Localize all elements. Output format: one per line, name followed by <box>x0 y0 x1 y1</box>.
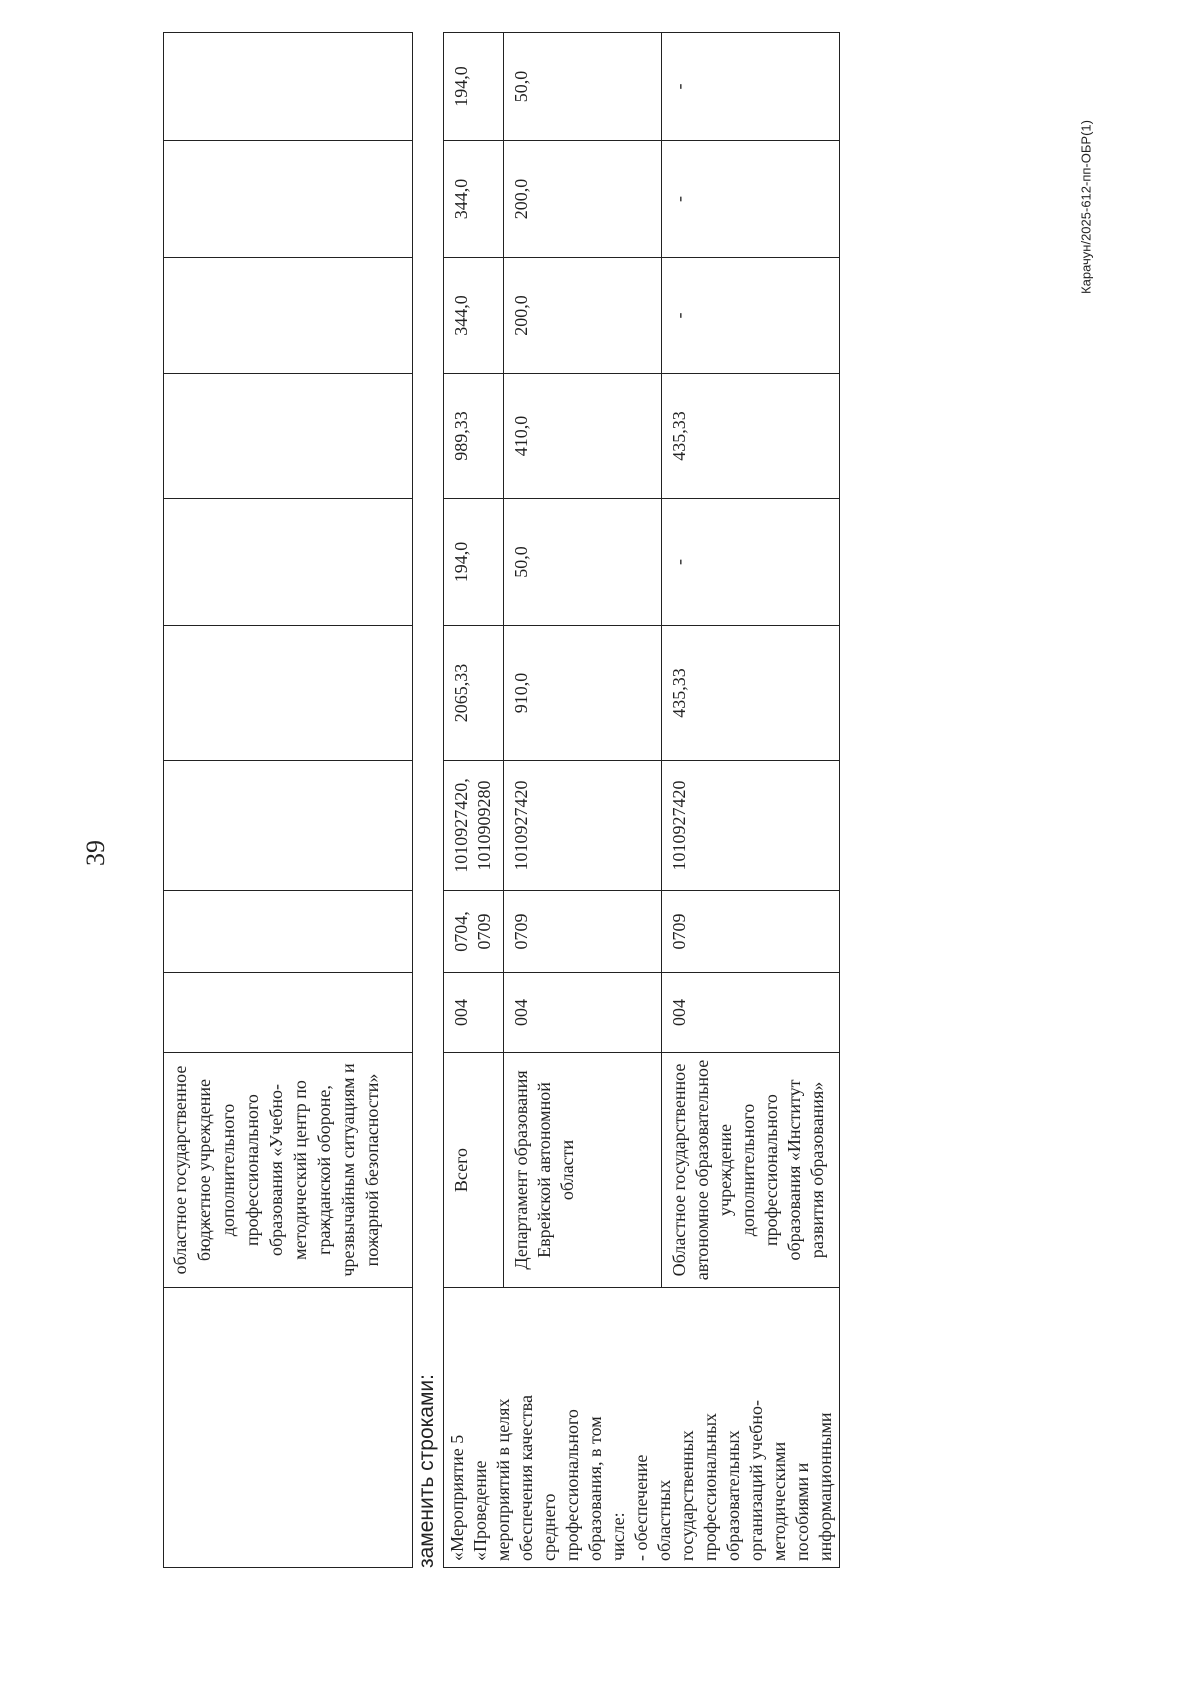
csr-cell: 1010927420 <box>504 761 662 891</box>
event-line: информационными <box>815 1412 835 1561</box>
document-code: Карачун/2025-612-пп-ОБР(1) <box>1078 120 1094 294</box>
year5-cell: - <box>662 33 840 141</box>
prev-event-cell <box>164 1288 413 1568</box>
page-number: 39 <box>81 840 110 866</box>
year1-cell: 194,0 <box>444 499 504 626</box>
prev-organization-cell: областное государственное бюджетное учреждение дополнительного профессионального образования «Учебно-методический центр по гражданской обороне, чрезвычайным ситуациям и пожарной безопасности» <box>164 1053 413 1288</box>
event-line: образовательных <box>723 1430 743 1561</box>
section-code: 0709 <box>474 913 494 950</box>
year1-cell: - <box>662 499 840 626</box>
event-line: «Проведение <box>470 1460 490 1561</box>
prev-total-cell <box>164 626 413 761</box>
event-line: пособиями и <box>792 1462 812 1561</box>
year2-cell: 410,0 <box>504 374 662 499</box>
replace-label: заменить строками: <box>415 1374 438 1568</box>
prev-y3-cell <box>164 258 413 374</box>
event-line: образования, в том <box>585 1416 605 1561</box>
grbs-cell: 004 <box>504 973 662 1053</box>
year4-cell: 200,0 <box>504 141 662 258</box>
event-line: профессионального <box>562 1409 582 1561</box>
event-line: государственных <box>677 1430 697 1561</box>
event-line: методическими <box>769 1441 789 1561</box>
year1-cell: 50,0 <box>504 499 662 626</box>
event-line: «Мероприятие 5 <box>447 1434 467 1561</box>
executor-cell: Областное государственное автономное образовательное учреждение дополнительного профессионального образования «Институт развития образования» <box>662 1053 840 1288</box>
grbs-cell: 004 <box>444 973 504 1053</box>
prev-y1-cell <box>164 499 413 626</box>
section-code: 0704, <box>451 911 471 952</box>
event-line: организаций учебно- <box>746 1400 766 1561</box>
prev-csr-cell <box>164 761 413 891</box>
prev-grbs-cell <box>164 973 413 1053</box>
section-cell <box>444 891 504 973</box>
csr-code: 1010909280 <box>474 780 494 871</box>
csr-code: 1010927420, <box>451 778 471 873</box>
section-cell: 0709 <box>662 891 840 973</box>
section-cell: 0709 <box>504 891 662 973</box>
prev-y4-cell <box>164 141 413 258</box>
year4-cell: - <box>662 141 840 258</box>
year2-cell: 435,33 <box>662 374 840 499</box>
prev-y2-cell <box>164 374 413 499</box>
prev-y5-cell <box>164 33 413 141</box>
event-line: среднего <box>539 1493 559 1561</box>
event-description-cell <box>444 1288 840 1568</box>
year5-cell: 50,0 <box>504 33 662 141</box>
grbs-cell: 004 <box>662 973 840 1053</box>
year5-cell: 194,0 <box>444 33 504 141</box>
event-line: профессиональных <box>700 1412 720 1561</box>
table-row <box>444 33 504 1568</box>
rotated-content <box>163 33 968 1568</box>
event-line: обеспечения качества <box>516 1395 536 1561</box>
year3-cell: - <box>662 258 840 374</box>
total-cell: 910,0 <box>504 626 662 761</box>
executor-cell: Департамент образования Еврейской автономной области <box>504 1053 662 1288</box>
year4-cell: 344,0 <box>444 141 504 258</box>
prev-section-cell <box>164 891 413 973</box>
csr-cell: 1010927420 <box>662 761 840 891</box>
event-line: мероприятий в целях <box>493 1398 513 1561</box>
year3-cell: 344,0 <box>444 258 504 374</box>
total-cell: 2065,33 <box>444 626 504 761</box>
event-line: областных <box>654 1479 674 1561</box>
event-line: числе: <box>608 1512 628 1561</box>
csr-cell <box>444 761 504 891</box>
total-cell: 435,33 <box>662 626 840 761</box>
replacement-table <box>443 32 840 1568</box>
previous-row-table <box>163 32 413 1568</box>
year3-cell: 200,0 <box>504 258 662 374</box>
year2-cell: 989,33 <box>444 374 504 499</box>
executor-cell: Всего <box>444 1053 504 1288</box>
event-line: - обеспечение <box>631 1454 651 1561</box>
